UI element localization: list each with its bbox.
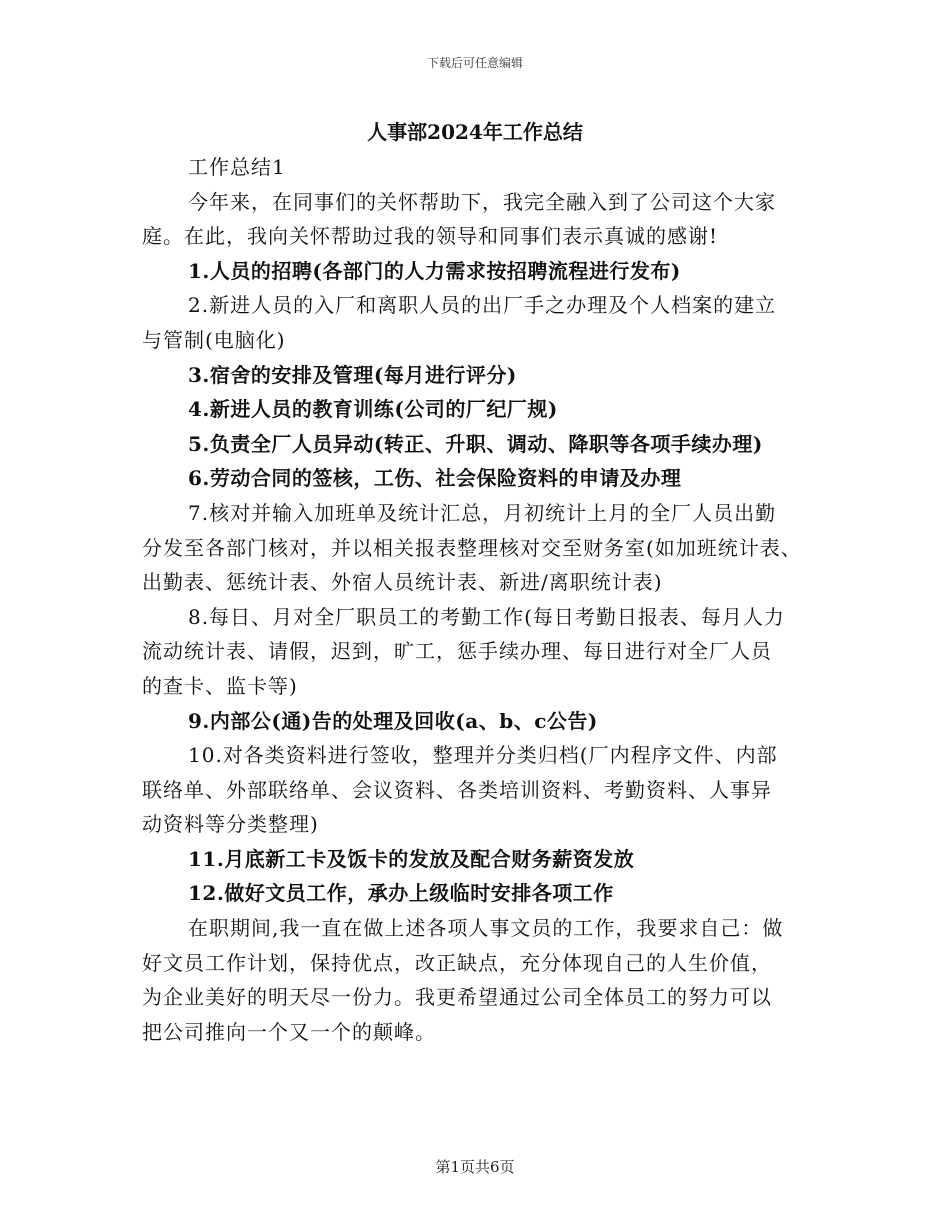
body-text-line: 出勤表、惩统计表、外宿人员统计表、新进/离职统计表) (142, 570, 663, 595)
section-heading-line: 12.做好文员工作，承办上级临时安排各项工作 (188, 881, 614, 906)
body-text-line: 好文员工作计划，保持优点，改正缺点，充分体现自己的人生价值， (142, 950, 772, 975)
body-text-line: 动资料等分类整理) (142, 812, 319, 837)
body-text-line: 联络单、外部联络单、会议资料、各类培训资料、考勤资料、人事异 (142, 777, 772, 802)
page-footer: 第1页共6页 (435, 1158, 515, 1176)
body-text-line: 庭。在此，我向关怀帮助过我的领导和同事们表示真诚的感谢! (142, 224, 719, 249)
body-text-line: 为企业美好的明天尽一份力。我更希望通过公司全体员工的努力可以 (142, 985, 772, 1010)
section-heading-line: 9.内部公(通)告的处理及回收(a、b、c公告) (188, 708, 598, 733)
section-heading-line: 3.宿舍的安排及管理(每月进行评分) (188, 362, 517, 387)
section-heading-line: 11.月底新工卡及饭卡的发放及配合财务薪资发放 (188, 846, 635, 871)
body-text-line: 7.核对并输入加班单及统计汇总，月初统计上月的全厂人员出勤 (188, 500, 777, 525)
body-text-line: 今年来，在同事们的关怀帮助下，我完全融入到了公司这个大家 (188, 189, 776, 214)
body-text-line: 2.新进人员的入厂和离职人员的出厂手之办理及个人档案的建立 (188, 293, 777, 318)
body-text-line: 把公司推向一个又一个的颠峰。 (142, 1019, 436, 1044)
section-heading-line: 4.新进人员的教育训练(公司的厂纪厂规) (188, 397, 558, 422)
body-text-line: 在职期间,我一直在做上述各项人事文员的工作，我要求自己：做 (188, 916, 784, 941)
body-text-line: 10.对各类资料进行签收，整理并分类归档(厂内程序文件、内部 (188, 743, 778, 768)
document-title: 人事部2024年工作总结 (367, 120, 583, 144)
body-text-line: 分发至各部门核对，并以相关报表整理核对交至财务室(如加班统计表、 (142, 535, 802, 560)
body-text-line: 的查卡、监卡等) (142, 673, 298, 698)
section-heading-line: 1.人员的招聘(各部门的人力需求按招聘流程进行发布) (188, 258, 681, 283)
page-header: 下载后可任意编辑 (426, 56, 523, 70)
body-text-line: 流动统计表、请假，迟到，旷工，惩手续办理、每日进行对全厂人员 (142, 639, 772, 664)
document-body (142, 150, 822, 1049)
body-text-line: 工作总结1 (188, 155, 286, 179)
body-text-line: 与管制(电脑化) (142, 327, 286, 352)
section-heading-line: 6.劳动合同的签核，工伤、社会保险资料的申请及办理 (188, 466, 682, 491)
section-heading-line: 5.负责全厂人员异动(转正、升职、调动、降职等各项手续办理) (188, 431, 763, 456)
body-text-line: 8.每日、月对全厂职员工的考勤工作(每日考勤日报表、每月人力 (188, 604, 785, 629)
